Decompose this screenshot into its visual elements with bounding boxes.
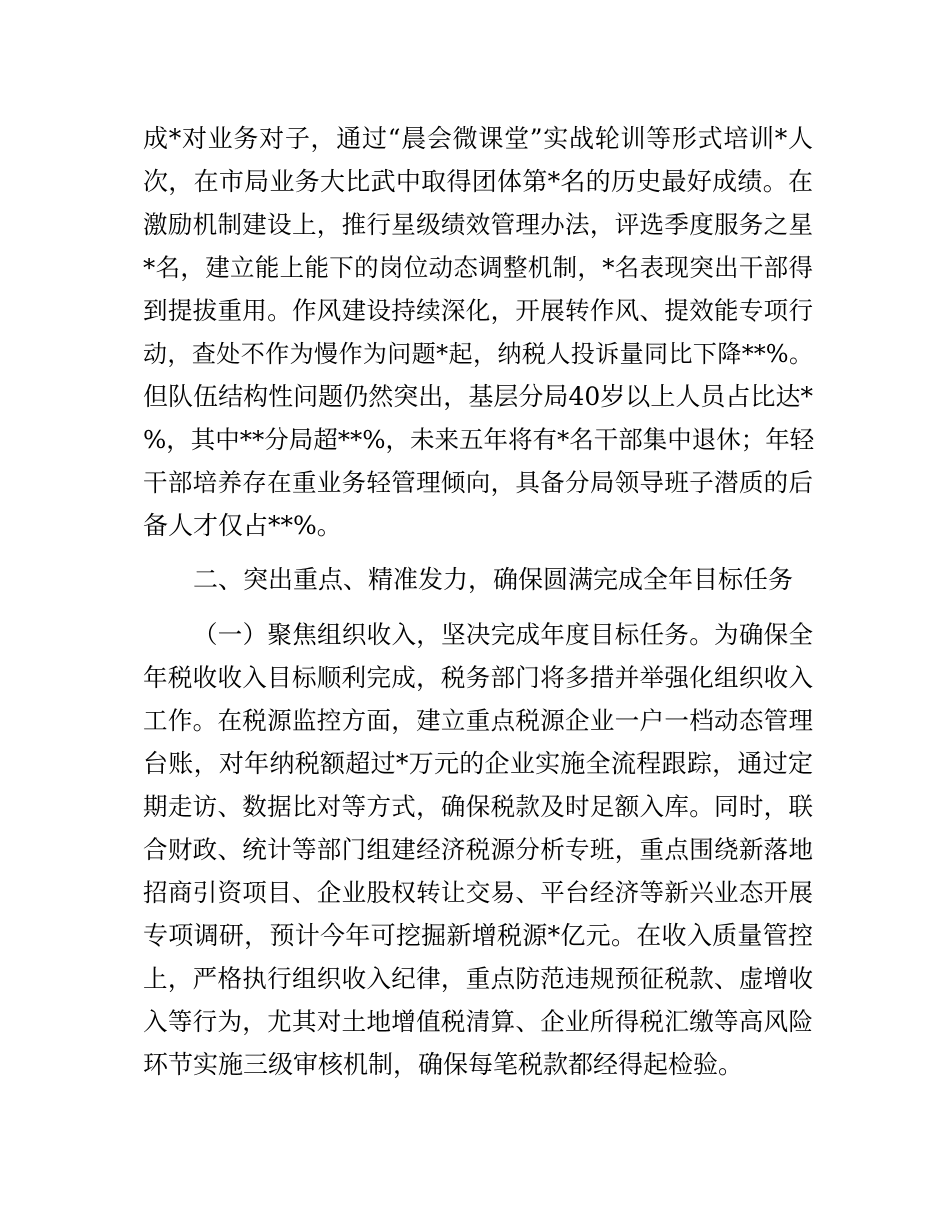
body-text-line: 入等行为，尤其对土地增值税清算、企业所得税汇缴等高风险: [143, 1007, 813, 1036]
body-text-line: 台账，对年纳税额超过*万元的企业实施全流程跟踪，通过定: [143, 749, 813, 778]
body-text-line: 工作。在税源监控方面，建立重点税源企业一户一档动态管理: [143, 706, 813, 735]
body-text-line: 动，查处不作为慢作为问题*起，纳税人投诉量同比下降**%。: [143, 340, 813, 368]
body-text-line: 干部培养存在重业务轻管理倾向，具备分局领导班子潜质的后: [143, 468, 813, 497]
body-text-line: 期走访、数据比对等方式，确保税款及时足额入库。同时，联: [143, 792, 813, 821]
body-text-line: 合财政、统计等部门组建经济税源分析专班，重点围绕新落地: [143, 835, 813, 864]
body-text-line: 上，严格执行组织收入纪律，重点防范违规预征税款、虚增收: [143, 964, 813, 993]
section-heading: 二、突出重点、精准发力，确保圆满完成全年目标任务: [193, 565, 794, 594]
body-text-line: 次，在市局业务大比武中取得团体第*名的历史最好成绩。在: [143, 167, 813, 196]
body-text-line: 专项调研，预计今年可挖掘新增税源*亿元。在收入质量管控: [143, 921, 813, 950]
body-text-line: 到提拔重用。作风建设持续深化，开展转作风、提效能专项行: [143, 296, 813, 325]
body-text-line: *名，建立能上能下的岗位动态调整机制，*名表现突出干部得: [143, 253, 813, 282]
body-text-line: 备人才仅占**%。: [143, 511, 342, 540]
body-text-line: 环节实施三级审核机制，确保每笔税款都经得起检验。: [143, 1050, 744, 1079]
body-text-line: 年税收收入目标顺利完成，税务部门将多措并举强化组织收入: [143, 663, 813, 692]
subsection-heading-line: （一）聚焦组织收入，坚决完成年度目标任务。为确保全: [193, 620, 813, 649]
body-text-line: 招商引资项目、企业股权转让交易、平台经济等新兴业态开展: [143, 878, 813, 907]
body-text-line: 但队伍结构性问题仍然突出，基层分局40岁以上人员占比达*: [143, 382, 813, 411]
body-text-line: 成*对业务对子，通过“晨会微课堂”实战轮训等形式培训*人: [143, 124, 813, 153]
body-text-line: 激励机制建设上，推行星级绩效管理办法，评选季度服务之星: [143, 210, 813, 239]
body-text-line: %，其中**分局超**%，未来五年将有*名干部集中退休；年轻: [143, 425, 815, 454]
